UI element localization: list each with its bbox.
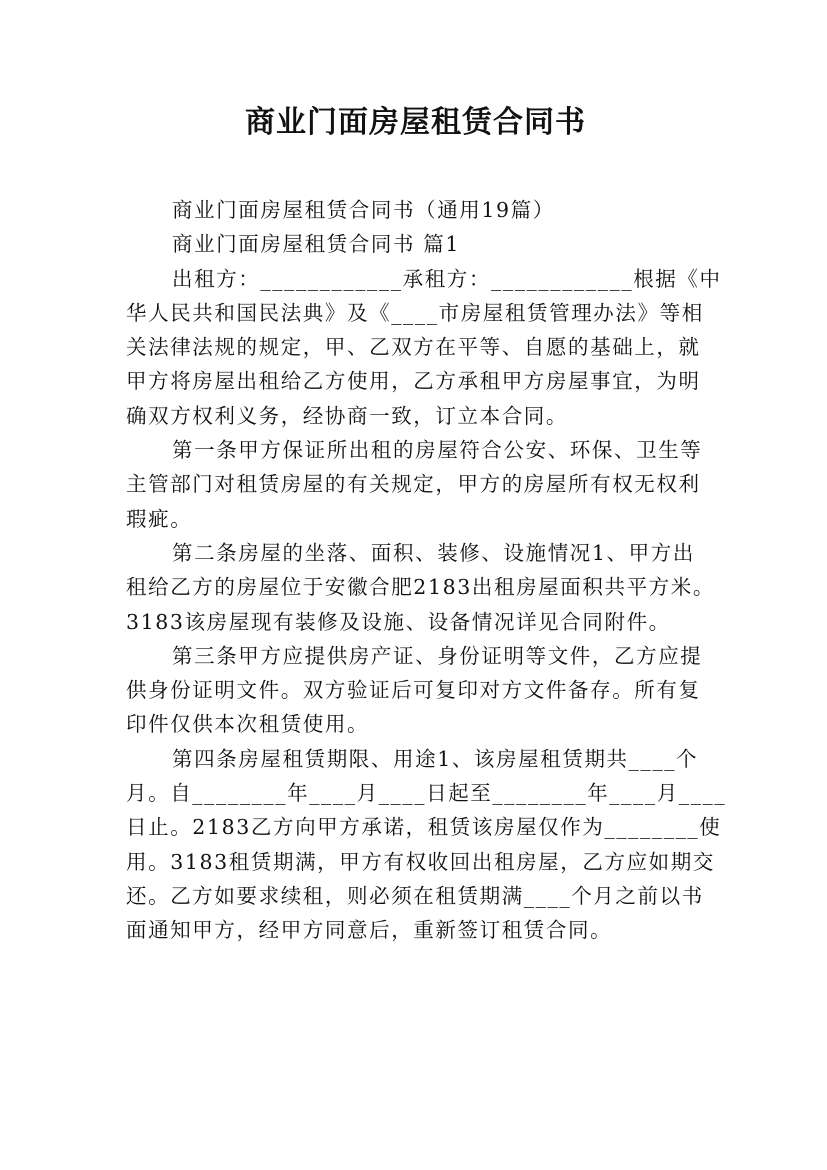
text-line: 主管部门对租赁房屋的有关规定，甲方的房屋所有权无权利 — [126, 472, 701, 497]
document-body — [126, 193, 727, 948]
text-line: 日止。2183乙方向甲方承诺，租赁该房屋仅作为________使 — [126, 815, 722, 840]
text-line: 还。乙方如要求续租，则必须在租赁期满____个月之前以书 — [126, 883, 704, 908]
text-line: 第二条房屋的坐落、面积、装修、设施情况1、甲方出 — [172, 540, 695, 565]
text-line: 供身份证明文件。双方验证后可复印对方文件备存。所有复 — [126, 678, 701, 703]
text-line: 用。3183租赁期满，甲方有权收回出租房屋，乙方应如期交 — [126, 849, 715, 874]
text-line: 确双方权利义务，经协商一致，订立本合同。 — [126, 403, 568, 428]
text-line: 第三条甲方应提供房产证、身份证明等文件，乙方应提 — [172, 643, 703, 668]
text-line: 印件仅供本次租赁使用。 — [126, 712, 370, 737]
document-title: 商业门面房屋租赁合同书 — [245, 105, 586, 140]
text-line: 甲方将房屋出租给乙方使用，乙方承租甲方房屋事宜，为明 — [126, 369, 701, 394]
text-line: 面通知甲方，经甲方同意后，重新签订租赁合同。 — [126, 918, 613, 943]
text-line: 第四条房屋租赁期限、用途1、该房屋租赁期共____个 — [172, 746, 699, 771]
text-line: 第一条甲方保证所出租的房屋符合公安、环保、卫生等 — [172, 438, 703, 463]
text-line: 月。自________年____月____日起至________年____月____ — [126, 781, 727, 806]
text-line: 租给乙方的房屋位于安徽合肥2183出租房屋面积共平方米。 — [126, 575, 715, 600]
text-line: 商业门面房屋租赁合同书（通用19篇） — [172, 198, 555, 222]
text-line: 商业门面房屋租赁合同书 篇1 — [172, 232, 460, 257]
text-line: 出租方：____________承租方：____________根据《中 — [172, 266, 722, 291]
text-line: 瑕疵。 — [126, 506, 193, 531]
text-line: 华人民共和国民法典》及《____市房屋租赁管理办法》等相 — [126, 300, 704, 325]
text-line: 3183该房屋现有装修及设施、设备情况详见合同附件。 — [126, 609, 671, 634]
text-line: 关法律法规的规定，甲、乙双方在平等、自愿的基础上，就 — [126, 335, 701, 360]
